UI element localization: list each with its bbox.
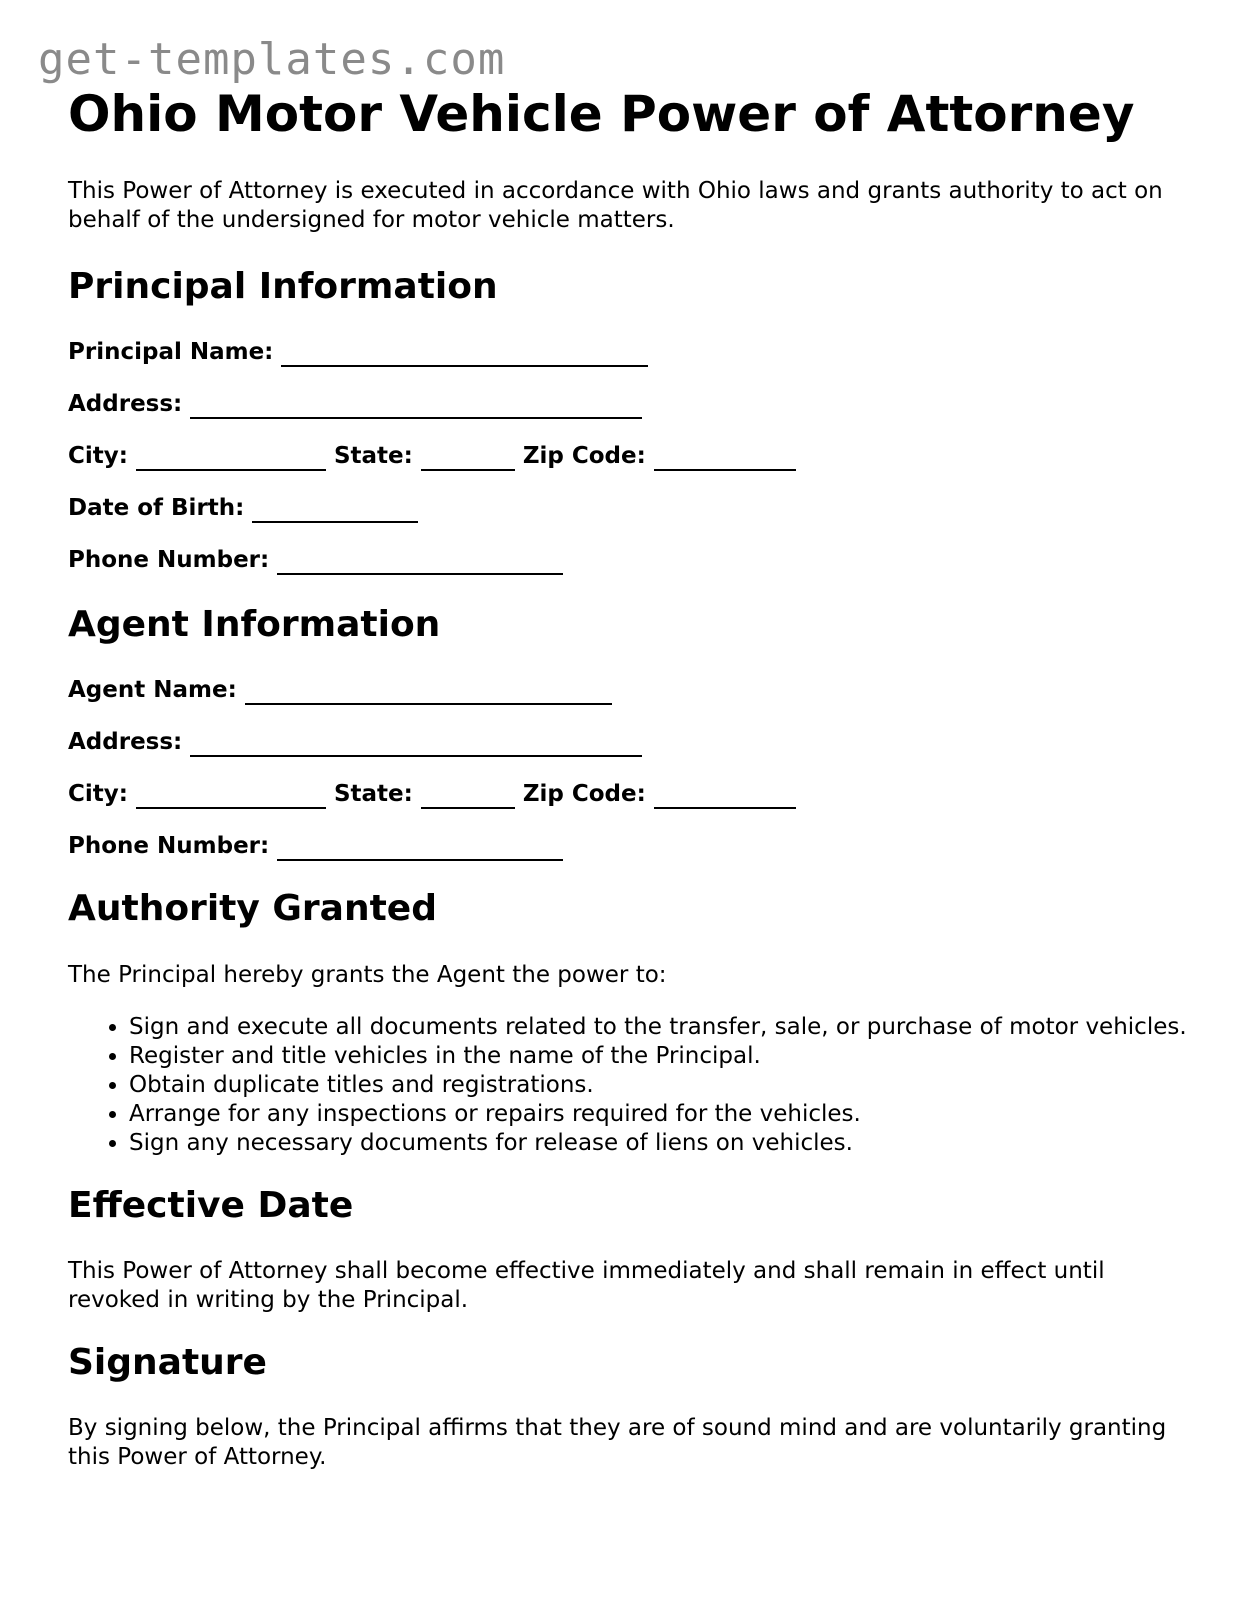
principal-section-heading: Principal Information [68,266,498,307]
authority-intro: The Principal hereby grants the Agent the power to: [68,961,667,988]
agent-city-state-zip-row [68,780,1188,809]
agent-zip-field[interactable] [654,785,796,809]
principal-phone-label: Phone Number: [68,547,270,574]
agent-name-row [68,676,1188,705]
document-page [68,84,1188,1472]
signature-paragraph: By signing below, the Principal affirms that they are of sound mind and are voluntarily granting this Power of Attorney. [68,1414,1167,1470]
document-title: Ohio Motor Vehicle Power of Attorney [68,85,1135,143]
agent-address-field[interactable] [190,733,642,757]
list-item: • Arrange for any inspections or repairs required for the vehicles. [129,1100,1188,1129]
list-item: • Sign and execute all documents related to the transfer, sale, or purchase of motor vehicles. [129,1013,1188,1042]
principal-zip-label: Zip Code: [522,443,646,470]
principal-dob-field[interactable] [252,499,418,523]
principal-dob-row [68,494,1188,523]
effective-date-paragraph: This Power of Attorney shall become effective immediately and shall remain in effect until revoked in writing by the Principal. [68,1257,1105,1313]
authority-section-heading: Authority Granted [68,888,437,930]
principal-city-field[interactable] [136,447,326,471]
principal-address-row [68,390,1188,419]
agent-name-label: Agent Name: [68,677,237,704]
list-item: • Obtain duplicate titles and registrations. [129,1071,1188,1100]
principal-phone-row [68,546,1188,575]
watermark: get-templates.com [38,34,506,85]
principal-state-label: State: [333,443,413,470]
intro-paragraph: This Power of Attorney is executed in accordance with Ohio laws and grants authority to act on behalf of the undersigned for motor vehicle matters. [68,178,1163,233]
list-item: • Register and title vehicles in the name of the Principal. [129,1042,1188,1071]
agent-address-label: Address: [68,729,183,756]
principal-state-field[interactable] [421,447,515,471]
agent-phone-label: Phone Number: [68,833,270,860]
principal-city-label: City: [68,443,128,470]
principal-name-field[interactable] [281,343,648,367]
list-item: • Sign any necessary documents for release of liens on vehicles. [129,1129,1188,1158]
principal-dob-label: Date of Birth: [68,495,245,522]
agent-name-field[interactable] [245,681,612,705]
principal-city-state-zip-row [68,442,1188,471]
effective-date-heading: Effective Date [68,1184,354,1226]
principal-address-field[interactable] [190,395,642,419]
principal-zip-field[interactable] [654,447,796,471]
agent-state-field[interactable] [421,785,515,809]
agent-address-row [68,728,1188,757]
principal-name-label: Principal Name: [68,339,274,366]
agent-state-label: State: [333,781,413,808]
signature-heading: Signature [68,1341,267,1383]
principal-name-row [68,338,1188,367]
authority-list [68,1013,1188,1158]
agent-city-field[interactable] [136,785,326,809]
principal-address-label: Address: [68,391,183,418]
agent-zip-label: Zip Code: [522,781,646,808]
agent-section-heading: Agent Information [68,604,441,646]
agent-phone-row [68,832,1188,861]
principal-phone-field[interactable] [277,551,563,575]
agent-city-label: City: [68,781,128,808]
agent-phone-field[interactable] [277,837,563,861]
